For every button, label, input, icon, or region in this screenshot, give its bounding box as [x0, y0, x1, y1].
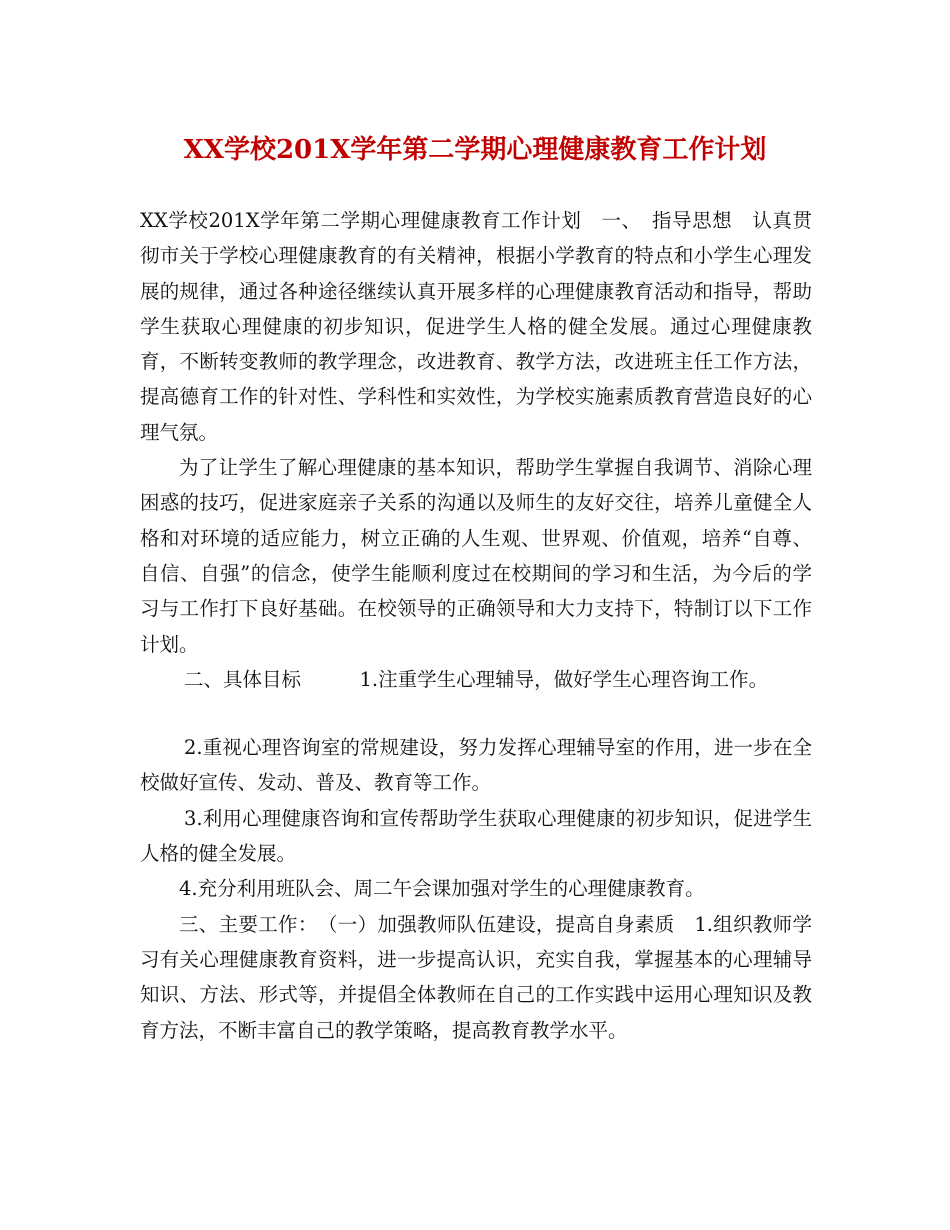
paragraph-objectives-heading: 二、具体目标 1.注重学生心理辅导，做好学生心理咨询工作。: [184, 667, 769, 691]
document-body: [140, 203, 812, 1048]
paragraph-purpose: 为了让学生了解心理健康的基本知识，帮助学生掌握自我调节、消除心理困惑的技巧，促进家庭亲子关系的沟通以及师生的友好交往，培养儿童健全人格和对环境的适应能力，树立正确的人生观、世界观、价值观，培养“自尊、自信、自强”的信念，使学生能顺利度过在校期间的学习和生活，为今后的学习与工作打下良好基础。在校领导的正确领导和大力支持下，特制订以下工作计划。: [140, 456, 812, 656]
paragraph-gap: [140, 697, 812, 730]
document-title: XX学校201X学年第二学期心理健康教育工作计划: [183, 135, 767, 165]
paragraph-main-work: 三、主要工作： （一）加强教师队伍建设，提高自身素质 1.组织教师学习有关心理健康教育资料，进一步提高认识，充实自我，掌握基本的心理辅导知识、方法、形式等，并提倡全体教师在自己的工作实践中运用心理知识及教育方法，不断丰富自己的教学策略，提高教育教学水平。: [140, 912, 812, 1042]
paragraph-objective-3: 3.利用心理健康咨询和宣传帮助学生获取心理健康的初步知识，促进学生人格的健全发展。: [140, 806, 812, 866]
paragraph-objective-2: 2.重视心理咨询室的常规建设，努力发挥心理辅导室的作用，进一步在全校做好宣传、发动、普及、教育等工作。: [140, 736, 812, 795]
paragraph-guiding-thought: XX学校201X学年第二学期心理健康教育工作计划 一、 指导思想 认真贯彻市关于学校心理健康教育的有关精神，根据小学教育的特点和小学生心理发展的规律，通过各种途径继续认真开展多样的心理健康教育活动和指导，帮助学生获取心理健康的初步知识，促进学生人格的健全发展。通过心理健康教育，不断转变教师的教学理念，改进教育、教学方法，改进班主任工作方法，提高德育工作的针对性、学科性和实效性，为学校实施素质教育营造良好的心理气氛。: [140, 209, 812, 444]
paragraph-objective-4: 4.充分利用班队会、周二午会课加强对学生的心理健康教育。: [179, 877, 705, 901]
